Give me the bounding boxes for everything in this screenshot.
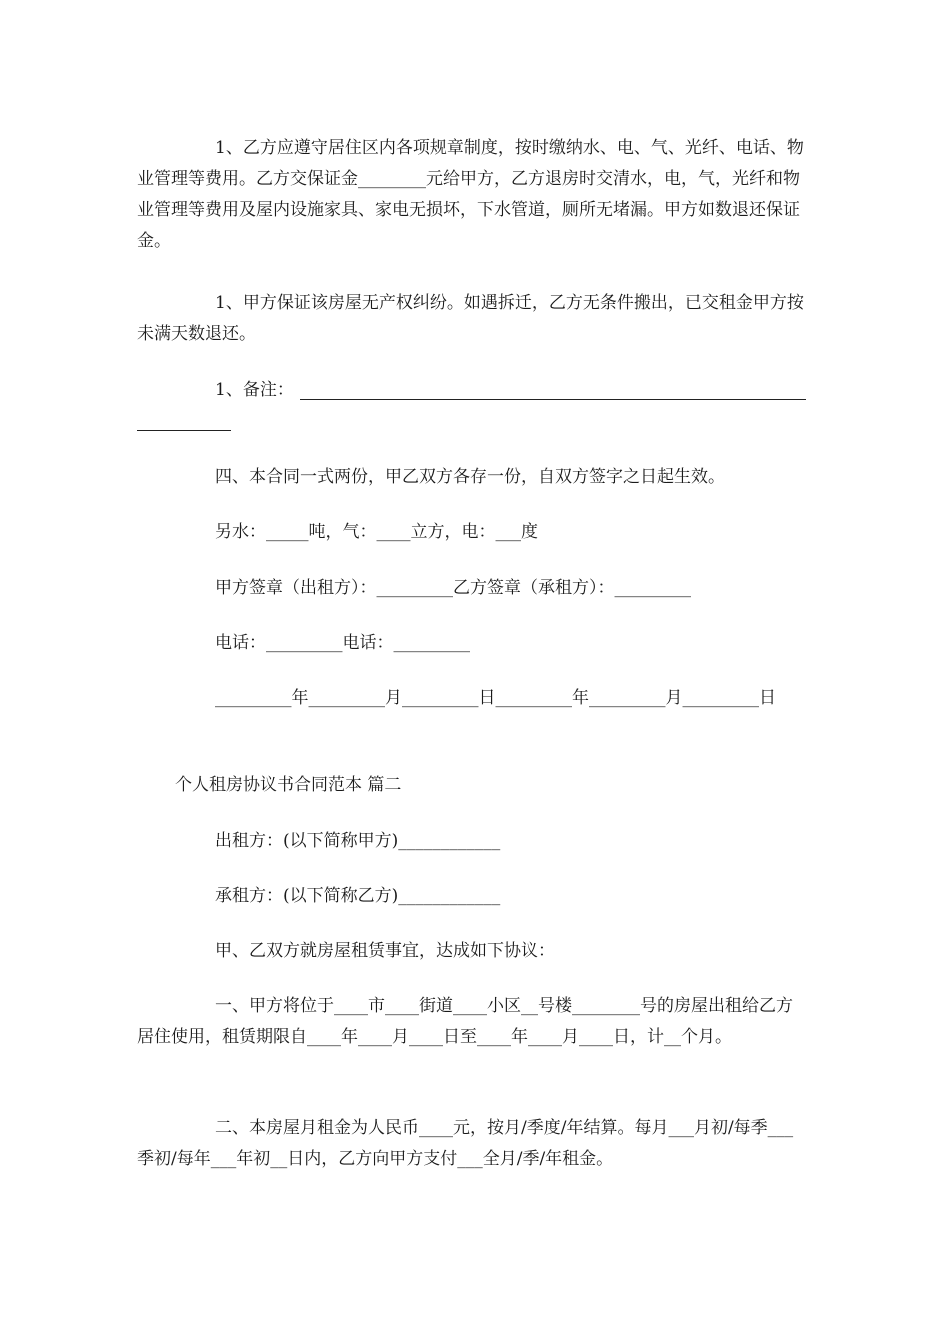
clause-one: 一、甲方将位于____市____街道____小区__号楼________号的房屋出租给乙方居住使用，租赁期限自____年____月____日至____年____月____日，计__个月。 (137, 996, 793, 1047)
clause-two: 二、本房屋月租金为人民币____元，按月/季度/年结算。每月___月初/每季___季初/每年___年初__日内，乙方向甲方支付___全月/季/年租金。 (137, 1118, 794, 1169)
section-title: 个人租房协议书合同范本 篇二 (175, 775, 402, 795)
clause-utilities: 1、乙方应遵守居住区内各项规章制度，按时缴纳水、电、气、光纤、电话、物业管理等费用。乙方交保证金________元给甲方，乙方退房时交清水，电，气，光纤和物业管理等费用及屋内设施家具、家电无损坏，下水管道，厕所无堵漏。甲方如数退还保证金。 (137, 138, 804, 251)
date-line: _________年_________月_________日_________年_________月_________日 (215, 688, 776, 708)
signature-line: 甲方签章（出租方）：_________乙方签章（承租方）：_________ (215, 578, 691, 598)
clause-property: 1、甲方保证该房屋无产权纠纷。如遇拆迁，乙方无条件搬出，已交租金甲方按未满天数退还。 (137, 293, 804, 344)
lessor-line: 出租方：(以下简称甲方)____________ (215, 831, 501, 851)
clause-copies: 四、本合同一式两份，甲乙双方各存一份，自双方签字之日起生效。 (215, 467, 725, 487)
agreement-intro: 甲、乙双方就房屋租赁事宜，达成如下协议： (215, 941, 555, 961)
remarks-underline-continued (137, 430, 231, 431)
meter-line: 另水：_____吨，气：____立方，电：___度 (215, 522, 538, 542)
lessee-line: 承租方：(以下简称乙方)____________ (215, 886, 501, 906)
remarks-underline (300, 399, 806, 400)
phone-line: 电话：_________电话：_________ (215, 633, 470, 653)
remarks-label: 1、备注： (215, 380, 294, 400)
